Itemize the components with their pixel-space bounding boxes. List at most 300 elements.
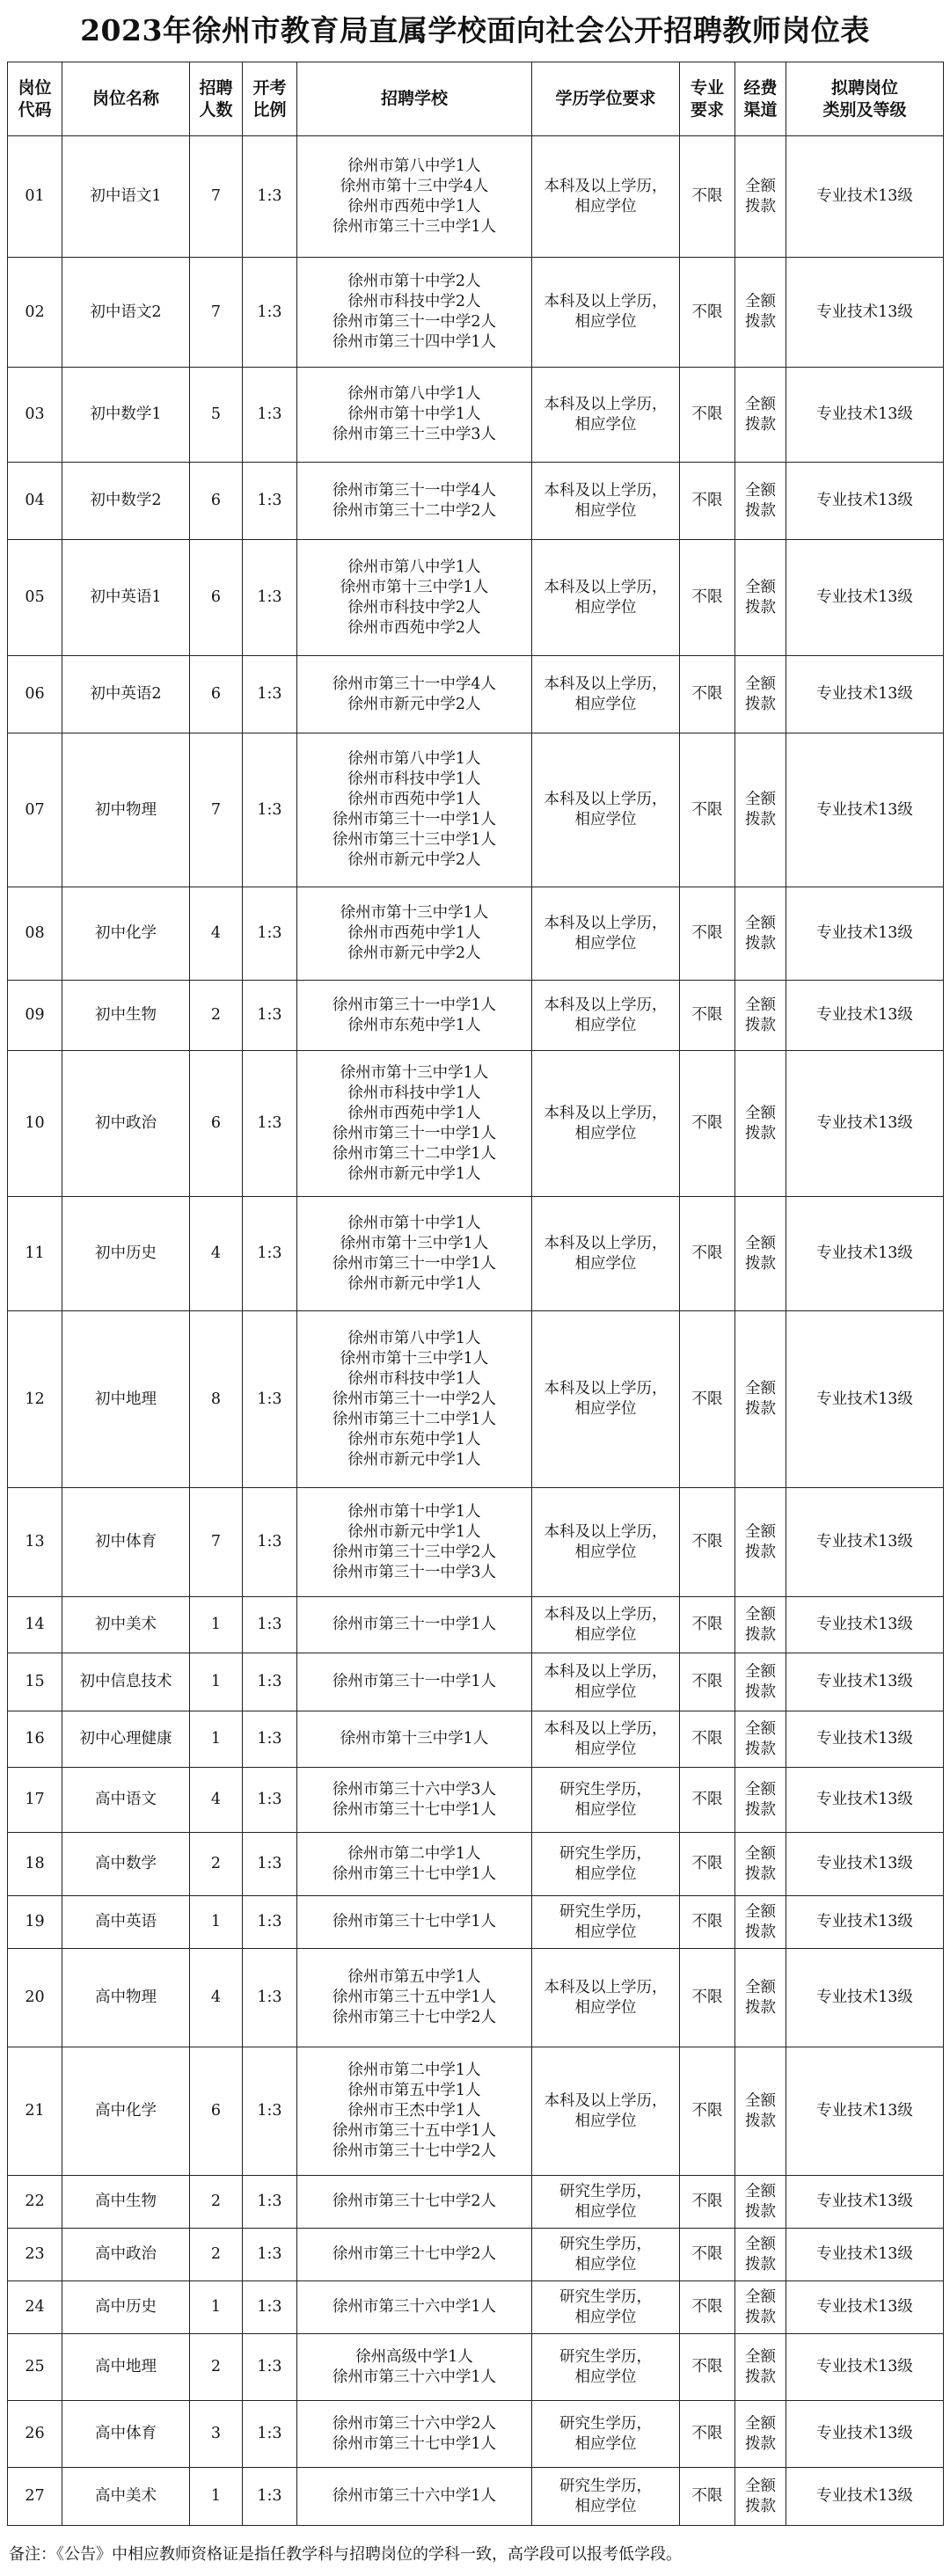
exam-ratio: 1:3 <box>243 733 297 887</box>
footer-note: 备注：《公告》中相应教师资格证是指任教学科与招聘岗位的学科一致，高学段可以报考低学段。 <box>9 2545 682 2564</box>
school-item: 徐州市东苑中学1人 <box>347 1430 481 1449</box>
position-name: 高中政治 <box>62 2229 190 2281</box>
exam-ratio: 1:3 <box>243 1896 297 1949</box>
school-item: 徐州市王杰中学1人 <box>347 2102 481 2120</box>
school-item: 徐州市第三十三中学3人 <box>332 426 497 443</box>
funding-channel: 全额 拨款 <box>735 2334 786 2401</box>
position-name: 初中信息技术 <box>62 1653 190 1711</box>
position-name: 高中语文 <box>62 1768 190 1833</box>
funding-channel: 全额 拨款 <box>735 368 786 463</box>
funding-channel: 全额 拨款 <box>735 1711 786 1768</box>
position-level: 专业技术13级 <box>786 1768 944 1833</box>
table-row <box>8 258 944 368</box>
education-requirement: 本科及以上学历， 相应学位 <box>532 656 680 733</box>
exam-ratio: 1:3 <box>243 258 297 368</box>
major-requirement: 不限 <box>680 1051 735 1197</box>
exam-ratio: 1:3 <box>243 368 297 463</box>
schools-cell <box>297 1711 532 1768</box>
schools-cell <box>297 368 532 463</box>
funding-channel: 全额 拨款 <box>735 2468 786 2526</box>
table-row <box>8 2468 944 2526</box>
exam-ratio: 1:3 <box>243 1833 297 1896</box>
school-item: 徐州市第三十七中学1人 <box>332 1913 497 1930</box>
position-level: 专业技术13级 <box>786 1711 944 1768</box>
education-requirement: 本科及以上学历， 相应学位 <box>532 1488 680 1597</box>
major-requirement: 不限 <box>680 2281 735 2334</box>
header-major: 专业 要求 <box>680 62 735 136</box>
header-name: 岗位名称 <box>62 62 190 136</box>
education-requirement: 本科及以上学历， 相应学位 <box>532 981 680 1051</box>
education-requirement: 研究生学历， 相应学位 <box>532 1833 680 1896</box>
position-code: 23 <box>8 2229 62 2281</box>
positions-table <box>7 62 944 2526</box>
position-name: 初中数学2 <box>62 463 190 540</box>
table-row <box>8 1488 944 1597</box>
position-code: 22 <box>8 2176 62 2229</box>
position-level: 专业技术13级 <box>786 1896 944 1949</box>
position-code: 20 <box>8 1949 62 2047</box>
position-level: 专业技术13级 <box>786 981 944 1051</box>
exam-ratio: 1:3 <box>243 981 297 1051</box>
position-level: 专业技术13级 <box>786 1653 944 1711</box>
schools-cell <box>297 1833 532 1896</box>
school-item: 徐州市第十中学1人 <box>347 1214 481 1232</box>
school-item: 徐州市新元中学1人 <box>347 1164 481 1183</box>
table-row <box>8 1597 944 1653</box>
table-row <box>8 1711 944 1768</box>
position-code: 04 <box>8 463 62 540</box>
position-name: 初中心理健康 <box>62 1711 190 1768</box>
hiring-count: 2 <box>190 2334 243 2401</box>
position-level: 专业技术13级 <box>786 2229 944 2281</box>
position-code: 18 <box>8 1833 62 1896</box>
funding-channel: 全额 拨款 <box>735 1311 786 1488</box>
funding-channel: 全额 拨款 <box>735 733 786 887</box>
school-item: 徐州市第十三中学1人 <box>340 904 489 922</box>
school-item: 徐州市第三十一中学1人 <box>332 1124 497 1142</box>
exam-ratio: 1:3 <box>243 136 297 258</box>
schools-cell <box>297 2047 532 2176</box>
position-code: 12 <box>8 1311 62 1488</box>
major-requirement: 不限 <box>680 1488 735 1597</box>
table-row <box>8 540 944 656</box>
major-requirement: 不限 <box>680 2468 735 2526</box>
header-school: 招聘学校 <box>297 62 532 136</box>
position-name: 初中美术 <box>62 1597 190 1653</box>
position-level: 专业技术13级 <box>786 733 944 887</box>
schools-cell <box>297 1051 532 1197</box>
schools-cell <box>297 981 532 1051</box>
hiring-count: 3 <box>190 2401 243 2468</box>
education-requirement: 研究生学历， 相应学位 <box>532 1768 680 1833</box>
school-item: 徐州市第十中学1人 <box>347 1502 481 1521</box>
position-name: 初中化学 <box>62 887 190 981</box>
schools-cell <box>297 887 532 981</box>
education-requirement: 本科及以上学历， 相应学位 <box>532 733 680 887</box>
header-row <box>8 62 944 136</box>
schools-cell <box>297 1768 532 1833</box>
hiring-count: 2 <box>190 2229 243 2281</box>
major-requirement: 不限 <box>680 1311 735 1488</box>
school-item: 徐州市第三十三中学2人 <box>332 1543 497 1561</box>
exam-ratio: 1:3 <box>243 1949 297 2047</box>
position-level: 专业技术13级 <box>786 540 944 656</box>
education-requirement: 本科及以上学历， 相应学位 <box>532 1311 680 1488</box>
school-item: 徐州市西苑中学1人 <box>347 924 481 942</box>
header-code: 岗位 代码 <box>8 62 62 136</box>
position-name: 高中化学 <box>62 2047 190 2176</box>
major-requirement: 不限 <box>680 981 735 1051</box>
position-name: 高中数学 <box>62 1833 190 1896</box>
position-code: 15 <box>8 1653 62 1711</box>
funding-channel: 全额 拨款 <box>735 1597 786 1653</box>
education-requirement: 本科及以上学历， 相应学位 <box>532 887 680 981</box>
position-code: 14 <box>8 1597 62 1653</box>
funding-channel: 全额 拨款 <box>735 540 786 656</box>
school-item: 徐州市第三十一中学1人 <box>332 1616 497 1633</box>
school-item: 徐州市第三十一中学1人 <box>332 1254 497 1273</box>
schools-cell <box>297 1311 532 1488</box>
exam-ratio: 1:3 <box>243 1653 297 1711</box>
header-edu: 学历学位要求 <box>532 62 680 136</box>
position-code: 08 <box>8 887 62 981</box>
position-code: 17 <box>8 1768 62 1833</box>
table-row <box>8 1896 944 1949</box>
school-item: 徐州市第八中学1人 <box>347 558 481 576</box>
table-row <box>8 2401 944 2468</box>
position-level: 专业技术13级 <box>786 1311 944 1488</box>
school-item: 徐州市西苑中学1人 <box>347 197 481 215</box>
education-requirement: 研究生学历， 相应学位 <box>532 1896 680 1949</box>
school-item: 徐州市新元中学2人 <box>347 945 481 962</box>
funding-channel: 全额 拨款 <box>735 2229 786 2281</box>
school-item: 徐州市第三十七中学2人 <box>332 2009 497 2026</box>
education-requirement: 本科及以上学历， 相应学位 <box>532 540 680 656</box>
hiring-count: 2 <box>190 2176 243 2229</box>
school-item: 徐州市第八中学1人 <box>347 1329 481 1347</box>
schools-cell <box>297 1949 532 2047</box>
hiring-count: 1 <box>190 2468 243 2526</box>
school-item: 徐州市第三十一中学4人 <box>332 481 497 500</box>
major-requirement: 不限 <box>680 1768 735 1833</box>
position-name: 高中历史 <box>62 2281 190 2334</box>
table-row <box>8 981 944 1051</box>
hiring-count: 1 <box>190 1597 243 1653</box>
position-level: 专业技术13级 <box>786 1597 944 1653</box>
school-item: 徐州市第三十七中学2人 <box>332 2142 497 2160</box>
school-item: 徐州市新元中学2人 <box>347 695 481 713</box>
exam-ratio: 1:3 <box>243 2468 297 2526</box>
position-code: 06 <box>8 656 62 733</box>
school-item: 徐州市第三十六中学1人 <box>332 2368 497 2386</box>
hiring-count: 6 <box>190 463 243 540</box>
exam-ratio: 1:3 <box>243 1711 297 1768</box>
table-row <box>8 1768 944 1833</box>
education-requirement: 本科及以上学历， 相应学位 <box>532 258 680 368</box>
funding-channel: 全额 拨款 <box>735 656 786 733</box>
exam-ratio: 1:3 <box>243 1488 297 1597</box>
schools-cell <box>297 2229 532 2281</box>
school-item: 徐州市第三十二中学2人 <box>332 501 497 520</box>
hiring-count: 6 <box>190 540 243 656</box>
table-row <box>8 1051 944 1197</box>
school-item: 徐州市第十三中学1人 <box>340 1730 489 1748</box>
exam-ratio: 1:3 <box>243 1051 297 1197</box>
table-row <box>8 1833 944 1896</box>
exam-ratio: 1:3 <box>243 463 297 540</box>
school-item: 徐州市新元中学1人 <box>347 1450 481 1469</box>
school-item: 徐州市第三十七中学2人 <box>332 2245 497 2263</box>
major-requirement: 不限 <box>680 887 735 981</box>
major-requirement: 不限 <box>680 1197 735 1311</box>
school-item: 徐州市科技中学1人 <box>347 770 481 788</box>
education-requirement: 研究生学历， 相应学位 <box>532 2401 680 2468</box>
funding-channel: 全额 拨款 <box>735 2401 786 2468</box>
exam-ratio: 1:3 <box>243 1597 297 1653</box>
position-code: 16 <box>8 1711 62 1768</box>
position-level: 专业技术13级 <box>786 1833 944 1896</box>
major-requirement: 不限 <box>680 540 735 656</box>
school-item: 徐州市第三十五中学1人 <box>332 2122 497 2140</box>
position-name: 初中语文1 <box>62 136 190 258</box>
schools-cell <box>297 1597 532 1653</box>
position-name: 初中英语2 <box>62 656 190 733</box>
position-code: 25 <box>8 2334 62 2401</box>
funding-channel: 全额 拨款 <box>735 1896 786 1949</box>
position-code: 19 <box>8 1896 62 1949</box>
hiring-count: 2 <box>190 981 243 1051</box>
school-item: 徐州市新元中学2人 <box>347 851 481 869</box>
position-name: 高中美术 <box>62 2468 190 2526</box>
funding-channel: 全额 拨款 <box>735 887 786 981</box>
funding-channel: 全额 拨款 <box>735 1949 786 2047</box>
school-item: 徐州市第三十一中学4人 <box>332 675 497 693</box>
hiring-count: 4 <box>190 1768 243 1833</box>
funding-channel: 全额 拨款 <box>735 1051 786 1197</box>
position-level: 专业技术13级 <box>786 1949 944 2047</box>
school-item: 徐州市第二中学1人 <box>347 2062 481 2079</box>
hiring-count: 1 <box>190 1896 243 1949</box>
school-item: 徐州市第十中学1人 <box>347 405 481 423</box>
position-name: 高中体育 <box>62 2401 190 2468</box>
schools-cell <box>297 540 532 656</box>
major-requirement: 不限 <box>680 2047 735 2176</box>
school-item: 徐州市第三十七中学1人 <box>332 1864 497 1883</box>
school-item: 徐州市第三十七中学1人 <box>332 1800 497 1819</box>
funding-channel: 全额 拨款 <box>735 1768 786 1833</box>
position-name: 高中物理 <box>62 1949 190 2047</box>
position-level: 专业技术13级 <box>786 2176 944 2229</box>
hiring-count: 6 <box>190 1051 243 1197</box>
position-level: 专业技术13级 <box>786 258 944 368</box>
exam-ratio: 1:3 <box>243 2281 297 2334</box>
major-requirement: 不限 <box>680 2334 735 2401</box>
table-row <box>8 2281 944 2334</box>
major-requirement: 不限 <box>680 463 735 540</box>
exam-ratio: 1:3 <box>243 1197 297 1311</box>
funding-channel: 全额 拨款 <box>735 2176 786 2229</box>
position-name: 高中英语 <box>62 1896 190 1949</box>
position-name: 高中地理 <box>62 2334 190 2401</box>
schools-cell <box>297 258 532 368</box>
position-name: 初中政治 <box>62 1051 190 1197</box>
position-level: 专业技术13级 <box>786 1051 944 1197</box>
major-requirement: 不限 <box>680 733 735 887</box>
position-level: 专业技术13级 <box>786 2047 944 2176</box>
school-item: 徐州市第三十六中学3人 <box>332 1780 497 1799</box>
school-item: 徐州市第三十六中学1人 <box>332 2487 497 2505</box>
schools-cell <box>297 2468 532 2526</box>
school-item: 徐州市科技中学2人 <box>347 293 481 310</box>
school-item: 徐州市西苑中学1人 <box>347 791 481 808</box>
school-item: 徐州市第三十二中学1人 <box>332 1410 497 1428</box>
position-name: 初中英语1 <box>62 540 190 656</box>
position-code: 11 <box>8 1197 62 1311</box>
schools-cell <box>297 2401 532 2468</box>
funding-channel: 全额 拨款 <box>735 136 786 258</box>
position-name: 初中数学1 <box>62 368 190 463</box>
position-code: 05 <box>8 540 62 656</box>
major-requirement: 不限 <box>680 368 735 463</box>
major-requirement: 不限 <box>680 656 735 733</box>
hiring-count: 4 <box>190 1197 243 1311</box>
position-code: 13 <box>8 1488 62 1597</box>
major-requirement: 不限 <box>680 1711 735 1768</box>
hiring-count: 6 <box>190 2047 243 2176</box>
table-body <box>8 136 944 2526</box>
funding-channel: 全额 拨款 <box>735 1488 786 1597</box>
table-row <box>8 2229 944 2281</box>
school-item: 徐州市第十三中学1人 <box>340 1234 489 1252</box>
school-item: 徐州市第三十一中学2人 <box>332 313 497 331</box>
schools-cell <box>297 463 532 540</box>
position-name: 初中语文2 <box>62 258 190 368</box>
major-requirement: 不限 <box>680 1833 735 1896</box>
school-item: 徐州市第三十三中学1人 <box>332 831 497 849</box>
school-item: 徐州市西苑中学2人 <box>347 618 481 637</box>
header-level: 拟聘岗位 类别及等级 <box>786 62 944 136</box>
school-item: 徐州市第三十七中学2人 <box>332 2193 497 2210</box>
school-item: 徐州市第三十一中学1人 <box>332 811 497 828</box>
education-requirement: 本科及以上学历， 相应学位 <box>532 1197 680 1311</box>
position-level: 专业技术13级 <box>786 1197 944 1311</box>
school-item: 徐州市第八中学1人 <box>347 750 481 768</box>
position-level: 专业技术13级 <box>786 2281 944 2334</box>
major-requirement: 不限 <box>680 1896 735 1949</box>
exam-ratio: 1:3 <box>243 1768 297 1833</box>
major-requirement: 不限 <box>680 2401 735 2468</box>
school-item: 徐州市第三十四中学1人 <box>332 333 497 351</box>
hiring-count: 2 <box>190 1833 243 1896</box>
schools-cell <box>297 2176 532 2229</box>
school-item: 徐州市第二中学1人 <box>347 1844 481 1863</box>
education-requirement: 本科及以上学历， 相应学位 <box>532 463 680 540</box>
position-code: 10 <box>8 1051 62 1197</box>
hiring-count: 4 <box>190 1949 243 2047</box>
hiring-count: 4 <box>190 887 243 981</box>
page-title: 2023年徐州市教育局直属学校面向社会公开招聘教师岗位表 <box>80 13 870 47</box>
major-requirement: 不限 <box>680 2229 735 2281</box>
table-row <box>8 733 944 887</box>
hiring-count: 1 <box>190 1711 243 1768</box>
school-item: 徐州市第五中学1人 <box>347 2082 481 2099</box>
table-row <box>8 887 944 981</box>
school-item: 徐州市第十三中学1人 <box>340 1349 489 1368</box>
schools-cell <box>297 1197 532 1311</box>
school-item: 徐州市第十三中学1人 <box>340 1063 489 1082</box>
position-name: 高中生物 <box>62 2176 190 2229</box>
school-item: 徐州市科技中学1人 <box>347 1369 481 1388</box>
table-row <box>8 2047 944 2176</box>
hiring-count: 1 <box>190 1653 243 1711</box>
position-level: 专业技术13级 <box>786 1488 944 1597</box>
education-requirement: 本科及以上学历， 相应学位 <box>532 1949 680 2047</box>
education-requirement: 研究生学历， 相应学位 <box>532 2176 680 2229</box>
hiring-count: 8 <box>190 1311 243 1488</box>
education-requirement: 本科及以上学历， 相应学位 <box>532 1597 680 1653</box>
school-item: 徐州市东苑中学1人 <box>347 1016 481 1034</box>
school-item: 徐州市第三十一中学1人 <box>332 996 497 1014</box>
schools-cell <box>297 733 532 887</box>
position-level: 专业技术13级 <box>786 2468 944 2526</box>
school-item: 徐州市第三十六中学2人 <box>332 2414 497 2433</box>
schools-cell <box>297 656 532 733</box>
education-requirement: 本科及以上学历， 相应学位 <box>532 2047 680 2176</box>
position-level: 专业技术13级 <box>786 136 944 258</box>
major-requirement: 不限 <box>680 2176 735 2229</box>
school-item: 徐州市第五中学1人 <box>347 1968 481 1986</box>
schools-cell <box>297 2281 532 2334</box>
school-item: 徐州市第三十三中学1人 <box>332 217 497 236</box>
position-code: 27 <box>8 2468 62 2526</box>
position-name: 初中历史 <box>62 1197 190 1311</box>
header-count: 招聘 人数 <box>190 62 243 136</box>
position-code: 02 <box>8 258 62 368</box>
table-row <box>8 1311 944 1488</box>
school-item: 徐州市第三十五中学1人 <box>332 1989 497 2006</box>
table-row <box>8 136 944 258</box>
position-level: 专业技术13级 <box>786 2401 944 2468</box>
major-requirement: 不限 <box>680 1653 735 1711</box>
exam-ratio: 1:3 <box>243 887 297 981</box>
position-code: 24 <box>8 2281 62 2334</box>
position-name: 初中地理 <box>62 1311 190 1488</box>
header-ratio: 开考 比例 <box>243 62 297 136</box>
position-name: 初中生物 <box>62 981 190 1051</box>
funding-channel: 全额 拨款 <box>735 981 786 1051</box>
schools-cell <box>297 136 532 258</box>
school-item: 徐州市第三十七中学1人 <box>332 2434 497 2453</box>
hiring-count: 7 <box>190 733 243 887</box>
schools-cell <box>297 1653 532 1711</box>
table-row <box>8 463 944 540</box>
major-requirement: 不限 <box>680 136 735 258</box>
header-fund: 经费 渠道 <box>735 62 786 136</box>
position-code: 03 <box>8 368 62 463</box>
education-requirement: 本科及以上学历， 相应学位 <box>532 1711 680 1768</box>
school-item: 徐州市科技中学1人 <box>347 1084 481 1102</box>
exam-ratio: 1:3 <box>243 540 297 656</box>
exam-ratio: 1:3 <box>243 2176 297 2229</box>
school-item: 徐州市第三十一中学1人 <box>332 1673 497 1690</box>
hiring-count: 7 <box>190 1488 243 1597</box>
major-requirement: 不限 <box>680 1949 735 2047</box>
education-requirement: 本科及以上学历， 相应学位 <box>532 1653 680 1711</box>
exam-ratio: 1:3 <box>243 656 297 733</box>
position-code: 01 <box>8 136 62 258</box>
position-name: 初中体育 <box>62 1488 190 1597</box>
school-item: 徐州市第三十一中学3人 <box>332 1563 497 1581</box>
